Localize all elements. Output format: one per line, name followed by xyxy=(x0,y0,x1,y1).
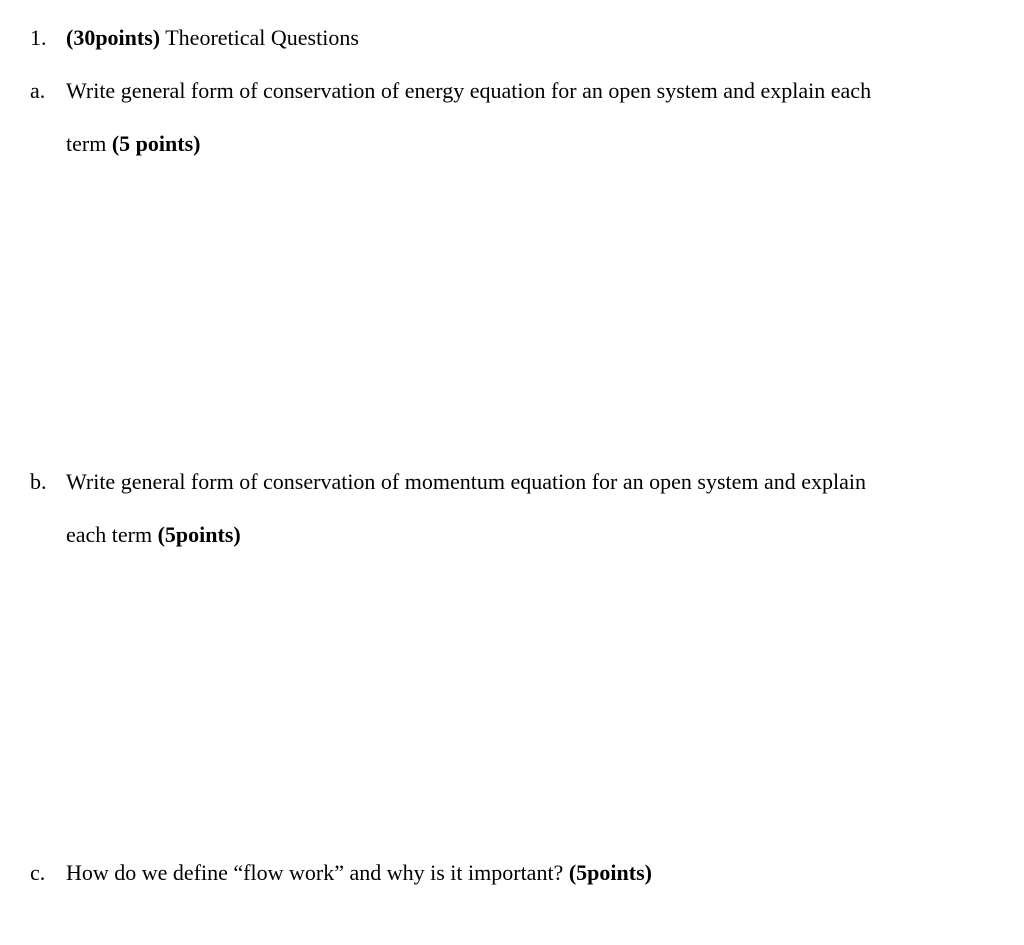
question-number: 1. xyxy=(30,25,47,50)
part-b-term: each term xyxy=(66,522,153,547)
part-a-term: term xyxy=(66,131,107,156)
part-b-text: Write general form of conservation of momentum equation for an open system and explain xyxy=(66,469,867,494)
part-c-marker: c. xyxy=(30,860,46,885)
part-b-continuation xyxy=(66,524,241,546)
part-a-marker: a. xyxy=(30,78,46,103)
question-title: Theoretical Questions xyxy=(165,25,359,50)
part-b-points: (5points) xyxy=(157,522,241,547)
part-c-text: How do we define “flow work” and why is it important? xyxy=(66,860,564,885)
part-a-continuation xyxy=(66,133,200,155)
question-heading-text xyxy=(66,27,359,49)
part-c-points: (5points) xyxy=(568,860,652,885)
part-b-marker: b. xyxy=(30,469,47,494)
part-a-text: Write general form of conservation of energy equation for an open system and explain each xyxy=(66,78,872,103)
part-a-points: (5 points) xyxy=(111,131,201,156)
part-c-continuation xyxy=(66,862,652,884)
question-points: (30points) xyxy=(66,25,161,50)
